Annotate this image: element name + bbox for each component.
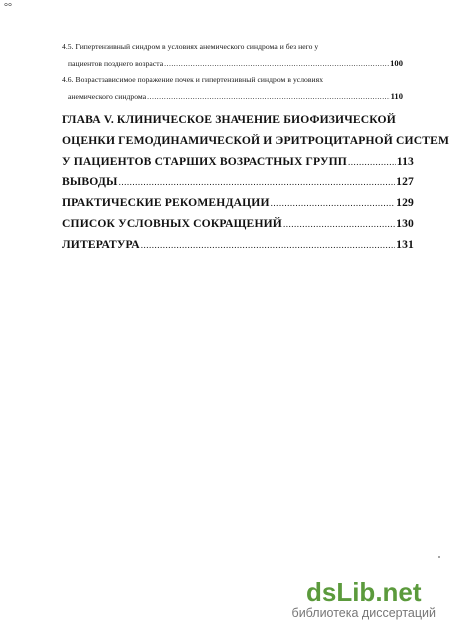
toc-leader-dots: [141, 240, 395, 250]
toc-4-6-line1: 4.6. Возрастзависимое поражение почек и гипертензивный синдром в условиях: [62, 75, 324, 84]
toc-4-6-line2: [68, 91, 403, 101]
toc-chapter-5-line3-text: У ПАЦИЕНТОВ СТАРШИХ ВОЗРАСТНЫХ ГРУПП: [62, 155, 347, 168]
toc-recommendations-label: ПРАКТИЧЕСКИЕ РЕКОМЕНДАЦИИ: [62, 196, 270, 209]
toc-4-5-page: 100: [390, 58, 403, 68]
watermark-subtitle: библиотека диссертаций: [291, 606, 436, 620]
scan-corner-mark: °°: [4, 2, 12, 13]
toc-leader-dots: [348, 157, 396, 167]
toc-conclusions-page: 127: [396, 175, 414, 188]
toc-conclusions: [62, 175, 414, 188]
toc-chapter-5-page: 113: [396, 155, 414, 168]
toc-leader-dots: [147, 92, 389, 101]
toc-leader-dots: [283, 219, 395, 229]
toc-4-6-line2-text: анемического синдрома: [68, 92, 147, 101]
toc-chapter-5-line3: [62, 155, 414, 168]
toc-4-5-line2-text: пациентов позднего возраста: [68, 59, 164, 68]
toc-leader-dots: [119, 177, 396, 187]
toc-abbreviations-label: СПИСОК УСЛОВНЫХ СОКРАЩЕНИЙ: [62, 217, 282, 230]
toc-literature-label: ЛИТЕРАТУРА: [62, 238, 140, 251]
toc-4-5-line1: 4.5. Гипертензивный синдром в условиях анемического синдрома и без него у: [62, 42, 319, 51]
toc-abbreviations-page: 130: [396, 217, 414, 230]
toc-leader-dots: [271, 198, 396, 208]
watermark-logo: dsLib.net: [305, 577, 422, 607]
toc-4-6-page: 110: [390, 91, 403, 101]
toc-recommendations: [62, 196, 414, 209]
toc-chapter-5-line1: ГЛАВА V. КЛИНИЧЕСКОЕ ЗНАЧЕНИЕ БИОФИЗИЧЕСКОЙ: [62, 113, 396, 126]
scan-speck: [438, 556, 440, 558]
toc-leader-dots: [164, 59, 389, 68]
toc-abbreviations: [62, 217, 414, 230]
toc-literature: [62, 238, 414, 251]
dslib-watermark: [292, 578, 436, 620]
toc-4-5-line2: [68, 58, 403, 68]
toc-chapter-5-line2: ОЦЕНКИ ГЕМОДИНАМИЧЕСКОЙ И ЭРИТРОЦИТАРНОЙ СИСТЕМ: [62, 134, 450, 147]
toc-conclusions-label: ВЫВОДЫ: [62, 175, 118, 188]
toc-recommendations-page: 129: [396, 196, 414, 209]
toc-literature-page: 131: [396, 238, 414, 251]
